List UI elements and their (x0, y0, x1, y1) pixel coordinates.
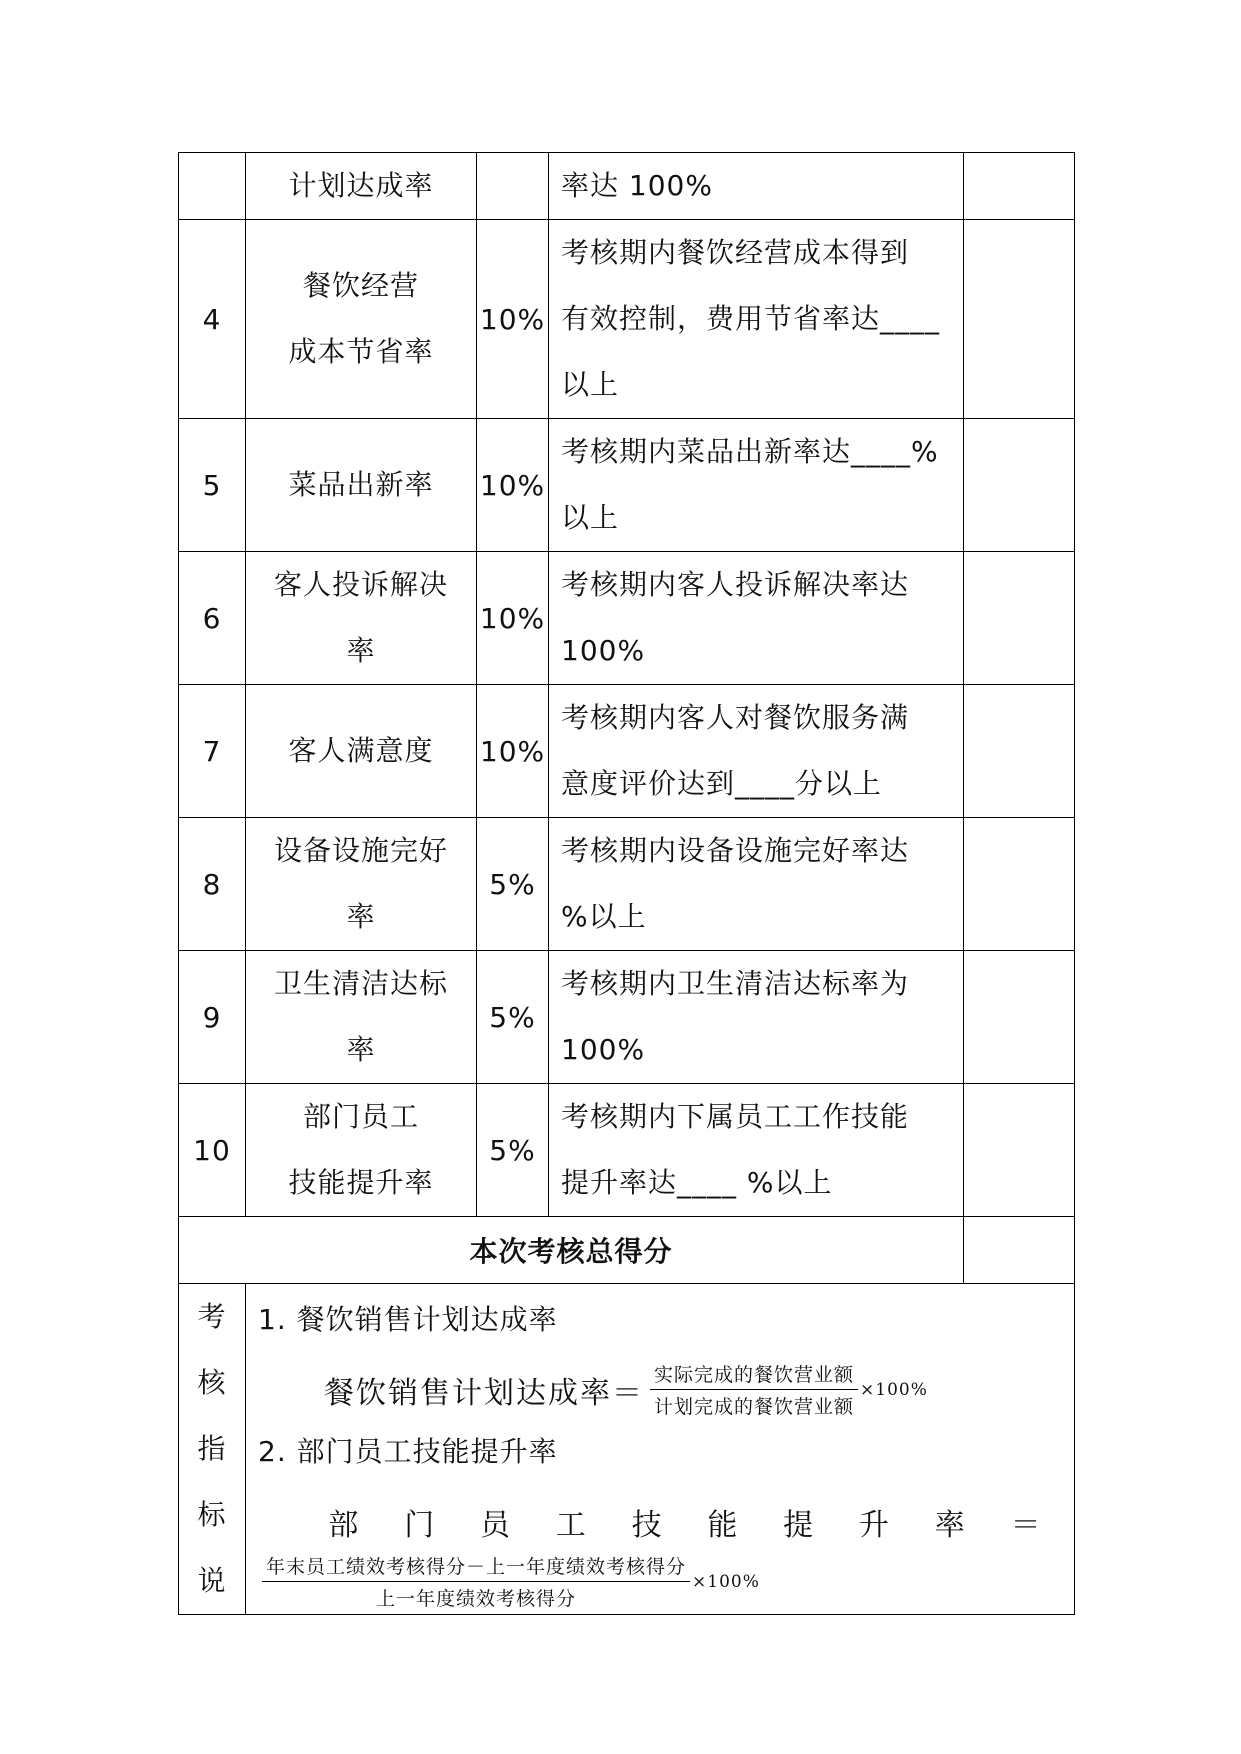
notes-label (179, 1284, 246, 1615)
indicator-name-line: 技能提升率 (288, 1166, 434, 1199)
assessment-standard-line: 率达 100% (561, 169, 713, 202)
assessment-standard-line: 考核期内餐饮经营成本得到 (561, 236, 910, 269)
formula2-multiplier: ×100% (692, 1571, 760, 1592)
assessment-standard-line: 以上 (561, 368, 620, 401)
assessment-standard (549, 818, 964, 951)
row-number: 9 (179, 951, 246, 1084)
formula2-char: 升 (858, 1508, 890, 1543)
total-score-label: 本次考核总得分 (179, 1217, 964, 1284)
formula2-char: 门 (404, 1508, 436, 1543)
indicator-name-line: 计划达成率 (288, 169, 434, 202)
formula2-char: 能 (707, 1508, 739, 1543)
formula1-multiplier: ×100% (860, 1379, 928, 1400)
kpi-table (178, 152, 1075, 1615)
note-item1-title: 1. 餐饮销售计划达成率 (258, 1303, 558, 1336)
kpi-row (179, 153, 1075, 220)
row-number (179, 153, 246, 220)
formula2-denominator: 上一年度绩效考核得分 (376, 1588, 577, 1610)
assessment-standard (549, 951, 964, 1084)
row-number: 6 (179, 552, 246, 685)
row-number: 8 (179, 818, 246, 951)
kpi-row (179, 951, 1075, 1084)
note-item2-title: 2. 部门员工技能提升率 (258, 1435, 558, 1468)
row-number: 7 (179, 685, 246, 818)
indicator-weight: 10% (477, 685, 549, 818)
row-number: 4 (179, 220, 246, 419)
score-cell (964, 951, 1075, 1084)
formula1-fraction (650, 1360, 858, 1419)
row-number: 5 (179, 419, 246, 552)
kpi-row (179, 818, 1075, 951)
assessment-standard (549, 419, 964, 552)
indicator-weight: 5% (477, 818, 549, 951)
formula-plan-completion (324, 1360, 928, 1419)
kpi-row (179, 419, 1075, 552)
formula2-numerator: 年末员工绩效考核得分－上一年度绩效考核得分 (262, 1552, 690, 1582)
assessment-standard-line: 100% (561, 634, 646, 667)
indicator-name (246, 419, 477, 552)
score-cell (964, 153, 1075, 220)
assessment-standard-line: 考核期内客人投诉解决率达 (561, 568, 910, 601)
notes-label-char: 说 (197, 1564, 227, 1597)
score-cell (964, 419, 1075, 552)
indicator-name-line: 成本节省率 (288, 335, 434, 368)
indicator-name (246, 552, 477, 685)
notes-label-char: 考 (197, 1300, 227, 1333)
formula2-char: 提 (783, 1508, 815, 1543)
indicator-weight (477, 153, 549, 220)
indicator-weight: 10% (477, 419, 549, 552)
assessment-standard (549, 685, 964, 818)
assessment-standard-line: 考核期内设备设施完好率达 (561, 834, 910, 867)
indicator-name-line: 客人投诉解决 (273, 568, 448, 601)
assessment-standard-line: 考核期内卫生清洁达标率为 (561, 967, 910, 1000)
notes-label-char: 核 (197, 1366, 227, 1399)
indicator-weight: 5% (477, 1084, 549, 1217)
notes-label-char: 指 (197, 1432, 227, 1465)
formula-skill-improvement (262, 1552, 760, 1611)
kpi-row (179, 685, 1075, 818)
score-cell (964, 685, 1075, 818)
indicator-name (246, 685, 477, 818)
indicator-name-line: 卫生清洁达标 (273, 967, 448, 1000)
assessment-standard-line: 意度评价达到____分以上 (561, 767, 883, 800)
formula1-lhs: 餐饮销售计划达成率＝ (324, 1375, 644, 1411)
assessment-standard-line: 100% (561, 1033, 646, 1066)
indicator-name (246, 951, 477, 1084)
score-cell (964, 818, 1075, 951)
formula1-denominator: 计划完成的餐饮营业额 (654, 1396, 855, 1418)
assessment-standard (549, 552, 964, 685)
notes-row (179, 1284, 1075, 1615)
notes-label-char: 标 (197, 1498, 227, 1531)
score-cell (964, 220, 1075, 419)
assessment-standard-line: 以上 (561, 501, 620, 534)
indicator-name-line: 菜品出新率 (288, 468, 434, 501)
formula2-char: 技 (631, 1508, 663, 1543)
assessment-standard (549, 220, 964, 419)
indicator-name-line: 客人满意度 (288, 734, 434, 767)
assessment-standard-line: 考核期内菜品出新率达____% (561, 435, 939, 468)
formula2-char: ＝ (1010, 1508, 1042, 1543)
assessment-standard (549, 153, 964, 220)
formula2-char: 率 (934, 1508, 966, 1543)
indicator-weight: 10% (477, 220, 549, 419)
assessment-standard-line: %以上 (561, 900, 647, 933)
indicator-name-line: 部门员工 (302, 1100, 419, 1133)
indicator-name (246, 153, 477, 220)
indicator-name-line: 率 (346, 634, 376, 667)
indicator-weight: 10% (477, 552, 549, 685)
notes-body (246, 1284, 1075, 1615)
assessment-standard-line: 有效控制，费用节省率达____ (561, 302, 941, 335)
formula2-char: 部 (328, 1508, 360, 1543)
kpi-row (179, 220, 1075, 419)
assessment-standard-line: 考核期内客人对餐饮服务满 (561, 701, 910, 734)
indicator-name-line: 餐饮经营 (302, 269, 419, 302)
indicator-name (246, 818, 477, 951)
formula2-fraction (262, 1552, 690, 1611)
kpi-row (179, 1084, 1075, 1217)
row-number: 10 (179, 1084, 246, 1217)
score-cell (964, 552, 1075, 685)
total-score-cell (964, 1217, 1075, 1284)
formula2-lhs (246, 1500, 1074, 1544)
assessment-standard-line: 提升率达____ %以上 (561, 1166, 833, 1199)
formula1-numerator: 实际完成的餐饮营业额 (650, 1360, 858, 1390)
kpi-row (179, 552, 1075, 685)
indicator-name-line: 率 (346, 1033, 376, 1066)
indicator-name-line: 率 (346, 900, 376, 933)
assessment-standard (549, 1084, 964, 1217)
indicator-name-line: 设备设施完好 (273, 834, 448, 867)
indicator-weight: 5% (477, 951, 549, 1084)
score-cell (964, 1084, 1075, 1217)
formula2-char: 工 (555, 1508, 587, 1543)
assessment-standard-line: 考核期内下属员工工作技能 (561, 1100, 910, 1133)
formula2-char: 员 (479, 1508, 511, 1543)
total-score-row (179, 1217, 1075, 1284)
indicator-name (246, 1084, 477, 1217)
indicator-name (246, 220, 477, 419)
